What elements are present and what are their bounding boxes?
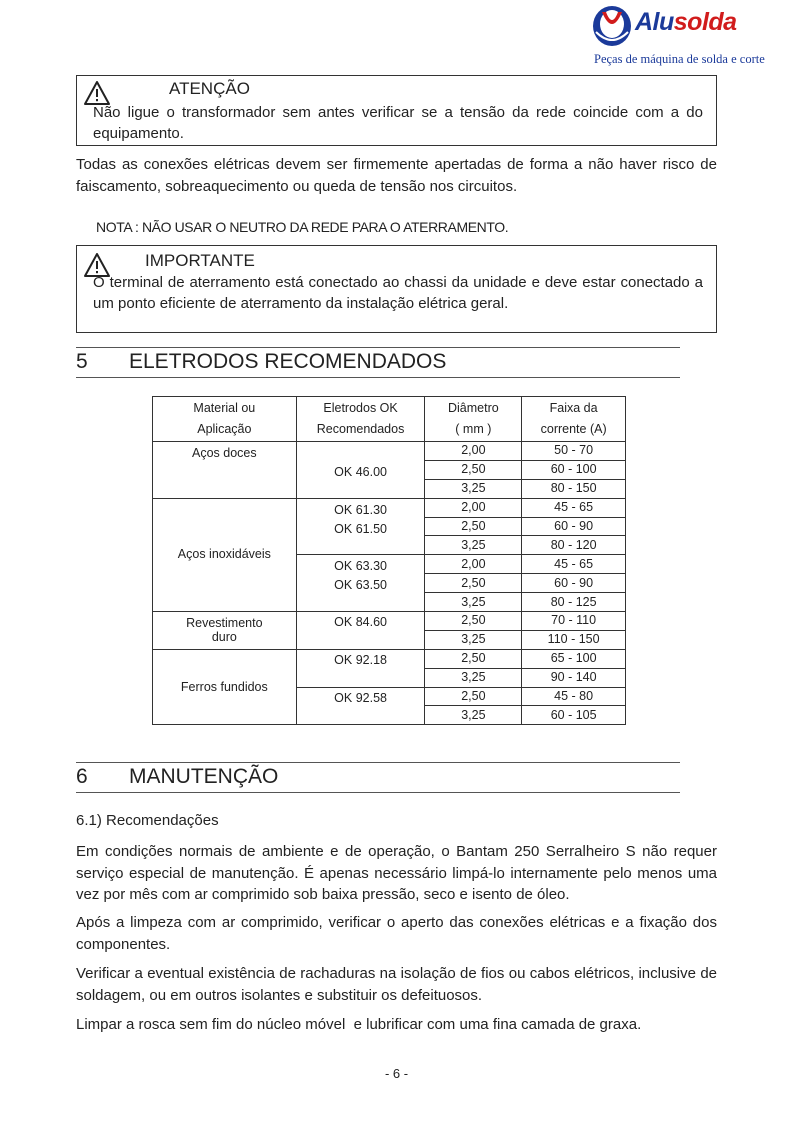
section-6-bottom-rule — [76, 792, 680, 793]
section-5-top-rule — [76, 347, 680, 348]
table-row — [153, 498, 626, 517]
diameter-cell: 3,25 — [425, 668, 522, 687]
current-cell: 60 - 90 — [522, 517, 626, 536]
maintenance-paragraph: Limpar a rosca sem fim do núcleo móvel e lubrificar com uma fina camada de graxa. — [76, 1016, 642, 1033]
material-cell: Ferros fundidos — [153, 649, 297, 725]
current-cell: 60 - 90 — [522, 574, 626, 593]
maintenance-paragraph: Em condições normais de ambiente e de operação, o Bantam 250 Serralheiro S não requer serviço especial de manutenção. É apenas necessário limpá-lo internamente pelo menos uma vez por mês com ar comprimido sob baixa pressão, seco e isento de óleo. — [76, 843, 717, 903]
table-row — [153, 612, 626, 631]
electrode-cell: OK 92.18 — [296, 649, 425, 687]
maintenance-paragraph: Após a limpeza com ar comprimido, verificar o aperto das conexões elétricas e a fixação dos componentes. — [76, 914, 717, 953]
header-diameter: Diâmetro ( mm ) — [425, 397, 522, 442]
diameter-cell: 3,25 — [425, 706, 522, 725]
attention-text: Não ligue o transformador sem antes verificar se a tensão da rede coincide com a do equipamento. — [93, 104, 703, 142]
table-row — [153, 649, 626, 668]
diameter-cell: 2,00 — [425, 442, 522, 461]
brand-logo — [590, 2, 790, 72]
electrode-cell: OK 84.60 — [296, 612, 425, 650]
current-cell: 60 - 105 — [522, 706, 626, 725]
important-text: O terminal de aterramento está conectado ao chassi da unidade e deve estar conectado a um ponto eficiente de aterramento da instalação elétrica geral. — [93, 274, 703, 312]
current-cell: 90 - 140 — [522, 668, 626, 687]
material-cell: Aços doces — [153, 442, 297, 499]
header-material: Material ou Aplicação — [153, 397, 297, 442]
logo-tagline: Peças de máquina de solda e corte — [594, 52, 765, 66]
diameter-cell: 2,50 — [425, 574, 522, 593]
current-cell: 60 - 100 — [522, 460, 626, 479]
header-current-range: Faixa da corrente (A) — [522, 397, 626, 442]
section-5-bottom-rule — [76, 377, 680, 378]
diameter-cell: 3,25 — [425, 630, 522, 649]
current-cell: 70 - 110 — [522, 612, 626, 631]
diameter-cell: 2,00 — [425, 498, 522, 517]
header-electrodes: Eletrodos OK Recomendados — [296, 397, 425, 442]
attention-box — [76, 75, 717, 146]
current-cell: 45 - 65 — [522, 498, 626, 517]
current-cell: 80 - 120 — [522, 536, 626, 555]
diameter-cell: 2,50 — [425, 517, 522, 536]
electrode-cell: OK 92.58 — [296, 687, 425, 725]
electrode-cell: OK 63.30 OK 63.50 — [296, 555, 425, 612]
logo-wordmark: Alusolda — [635, 8, 737, 36]
section-6-number: 6 — [76, 765, 88, 788]
section-5-number: 5 — [76, 350, 88, 373]
current-cell: 45 - 80 — [522, 687, 626, 706]
important-title: IMPORTANTE — [145, 251, 255, 270]
page-number: - 6 - — [384, 1066, 409, 1081]
current-cell: 65 - 100 — [522, 649, 626, 668]
diameter-cell: 2,00 — [425, 555, 522, 574]
diameter-cell: 2,50 — [425, 649, 522, 668]
section-6-top-rule — [76, 762, 680, 763]
maintenance-paragraph: Verificar a eventual existência de rachaduras na isolação de fios ou cabos elétricos, inclusive de soldagem, ou em outros isolantes e substituir os defeituosos. — [76, 965, 717, 1004]
material-cell: Aços inoxidáveis — [153, 498, 297, 611]
current-cell: 80 - 125 — [522, 593, 626, 612]
material-cell: Revestimento duro — [153, 612, 297, 650]
connections-paragraph: Todas as conexões elétricas devem ser firmemente apertadas de forma a não haver risco de faiscamento, sobreaquecimento ou queda de tensão nos circuitos. — [76, 156, 717, 195]
important-box — [76, 245, 717, 333]
attention-title: ATENÇÃO — [169, 79, 250, 98]
diameter-cell: 3,25 — [425, 593, 522, 612]
current-cell: 45 - 65 — [522, 555, 626, 574]
electrode-cell: OK 46.00 — [296, 442, 425, 499]
alusolda-logo-mark-icon — [590, 2, 636, 50]
grounding-note: NOTA : NÃO USAR O NEUTRO DA REDE PARA O ATERRAMENTO. — [96, 219, 509, 235]
table-row — [153, 442, 626, 461]
current-cell: 50 - 70 — [522, 442, 626, 461]
diameter-cell: 2,50 — [425, 687, 522, 706]
table-header-row — [153, 397, 626, 442]
diameter-cell: 3,25 — [425, 479, 522, 498]
electrodes-table — [152, 396, 626, 725]
section-5-title: ELETRODOS RECOMENDADOS — [129, 350, 447, 373]
diameter-cell: 2,50 — [425, 612, 522, 631]
electrode-cell: OK 61.30 OK 61.50 — [296, 498, 425, 555]
subsection-title: 6.1) Recomendações — [76, 812, 219, 829]
section-6-title: MANUTENÇÃO — [129, 765, 279, 788]
diameter-cell: 3,25 — [425, 536, 522, 555]
current-cell: 110 - 150 — [522, 630, 626, 649]
current-cell: 80 - 150 — [522, 479, 626, 498]
diameter-cell: 2,50 — [425, 460, 522, 479]
